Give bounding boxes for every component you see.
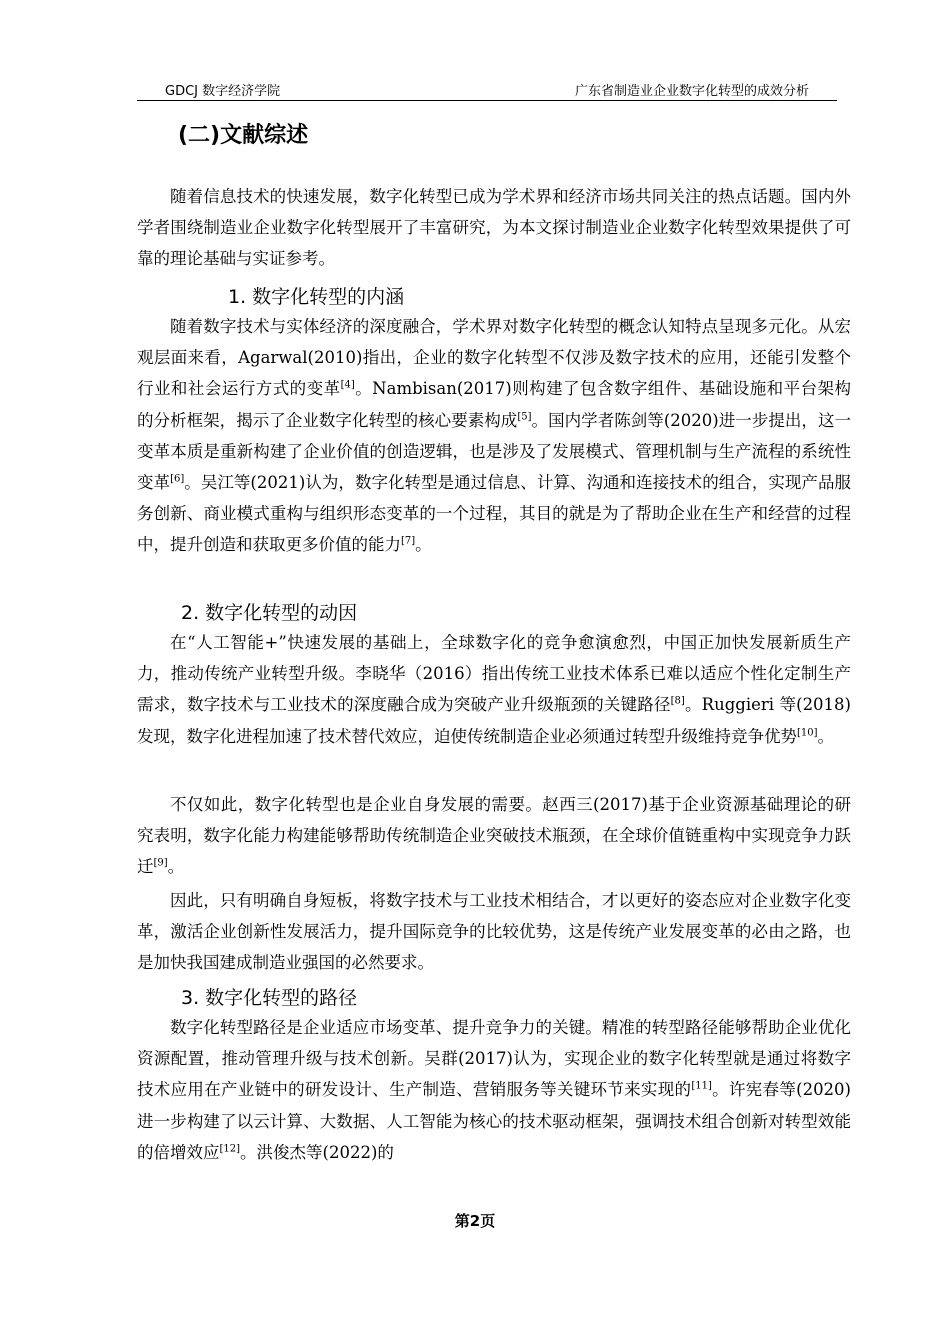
citation-6: [6] <box>170 473 185 485</box>
page-number: 第2页 <box>454 1212 496 1230</box>
subsection-3-paragraph: 数字化转型路径是企业适应市场变革、提升竞争力的关键。精准的转型路径能够帮助企业优化资源配置，推动管理升级与技术创新。吴群(2017)认为，实现企业的数字化转型就是通过将数字技术应用在产业链中的研发设计、生产制造、营销服务等关键环节来实现的[11]。许宪春等(2020)进一步构建了以云计算、大数据、人工智能为核心的技术驱动框架，强调技术组合创新对转型效能的倍增效应[12]。洪俊杰等(2022)的 <box>137 1018 851 1162</box>
subsection-1-title: 1. 数字化转型的内涵 <box>228 286 405 308</box>
citation-10: [10] <box>797 727 818 739</box>
subsection-2-title: 2. 数字化转型的动因 <box>181 602 358 624</box>
citation-8: [8] <box>670 695 685 707</box>
citation-4: [4] <box>340 379 355 391</box>
citation-11: [11] <box>691 1080 712 1092</box>
subsection-2-paragraph-3: 因此，只有明确自身短板，将数字技术与工业技术相结合，才以更好的姿态应对企业数字化变革，激活企业创新性发展活力，提升国际竞争的比较优势，这是传统产业发展变革的必由之路，也是加快我国建成制造业强国的必然要求。 <box>137 891 851 973</box>
subsection-2-paragraph-1: 在“人工智能+”快速发展的基础上，全球数字化的竞争愈演愈烈，中国正加快发展新质生产力，推动传统产业转型升级。李晓华（2016）指出传统工业技术体系已难以适应个性化定制生产需求，数字技术与工业技术的深度融合成为突破产业升级瓶颈的关键路径[8]。Ruggieri 等(2018)发现，数字化进程加速了技术替代效应，迫使传统制造企业必须通过转型升级维持竞争优势[10]。 <box>137 633 851 746</box>
section-title: (二)文献综述 <box>178 123 309 148</box>
citation-5: [5] <box>517 411 532 423</box>
citation-7: [7] <box>401 535 416 547</box>
citation-12: [12] <box>219 1143 241 1155</box>
page-header <box>137 78 837 101</box>
subsection-1-paragraph: 随着数字技术与实体经济的深度融合，学术界对数字化转型的概念认知特点呈现多元化。从宏观层面来看，Agarwal(2010)指出，企业的数字化转型不仅涉及数字技术的应用，还能引发整个行业和社会运行方式的变革[4]。Nambisan(2017)则构建了包含数字组件、基础设施和平台架构的分析框架，揭示了企业数字化转型的核心要素构成[5]。国内学者陈剑等(2020)进一步提出，这一变革本质是重新构建了企业价值的创造逻辑，也是涉及了发展模式、管理机制与生产流程的系统性变革[6]。吴江等(2021)认为，数字化转型是通过信息、计算、沟通和连接技术的组合，实现产品服务创新、商业模式重构与组织形态变革的一个过程，其目的就是为了帮助企业在生产和经营的过程中，提升创造和获取更多价值的能力[7]。 <box>137 317 852 555</box>
subsection-2-paragraph-2: 不仅如此，数字化转型也是企业自身发展的需要。赵西三(2017)基于企业资源基础理论的研究表明，数字化能力构建能够帮助传统制造企业突破技术瓶颈，在全球价值链重构中实现竞争力跃迁[9]。 <box>137 795 851 877</box>
citation-9: [9] <box>153 857 168 869</box>
intro-paragraph: 随着信息技术的快速发展，数字化转型已成为学术界和经济市场共同关注的热点话题。国内外学者围绕制造业企业数字化转型展开了丰富研究，为本文探讨制造业企业数字化转型效果提供了可靠的理论基础与实证参考。 <box>137 187 851 269</box>
header-left: GDCJ 数字经济学院 <box>165 84 281 99</box>
header-right: 广东省制造业企业数字化转型的成效分析 <box>574 84 809 99</box>
subsection-3-title: 3. 数字化转型的路径 <box>181 987 358 1009</box>
